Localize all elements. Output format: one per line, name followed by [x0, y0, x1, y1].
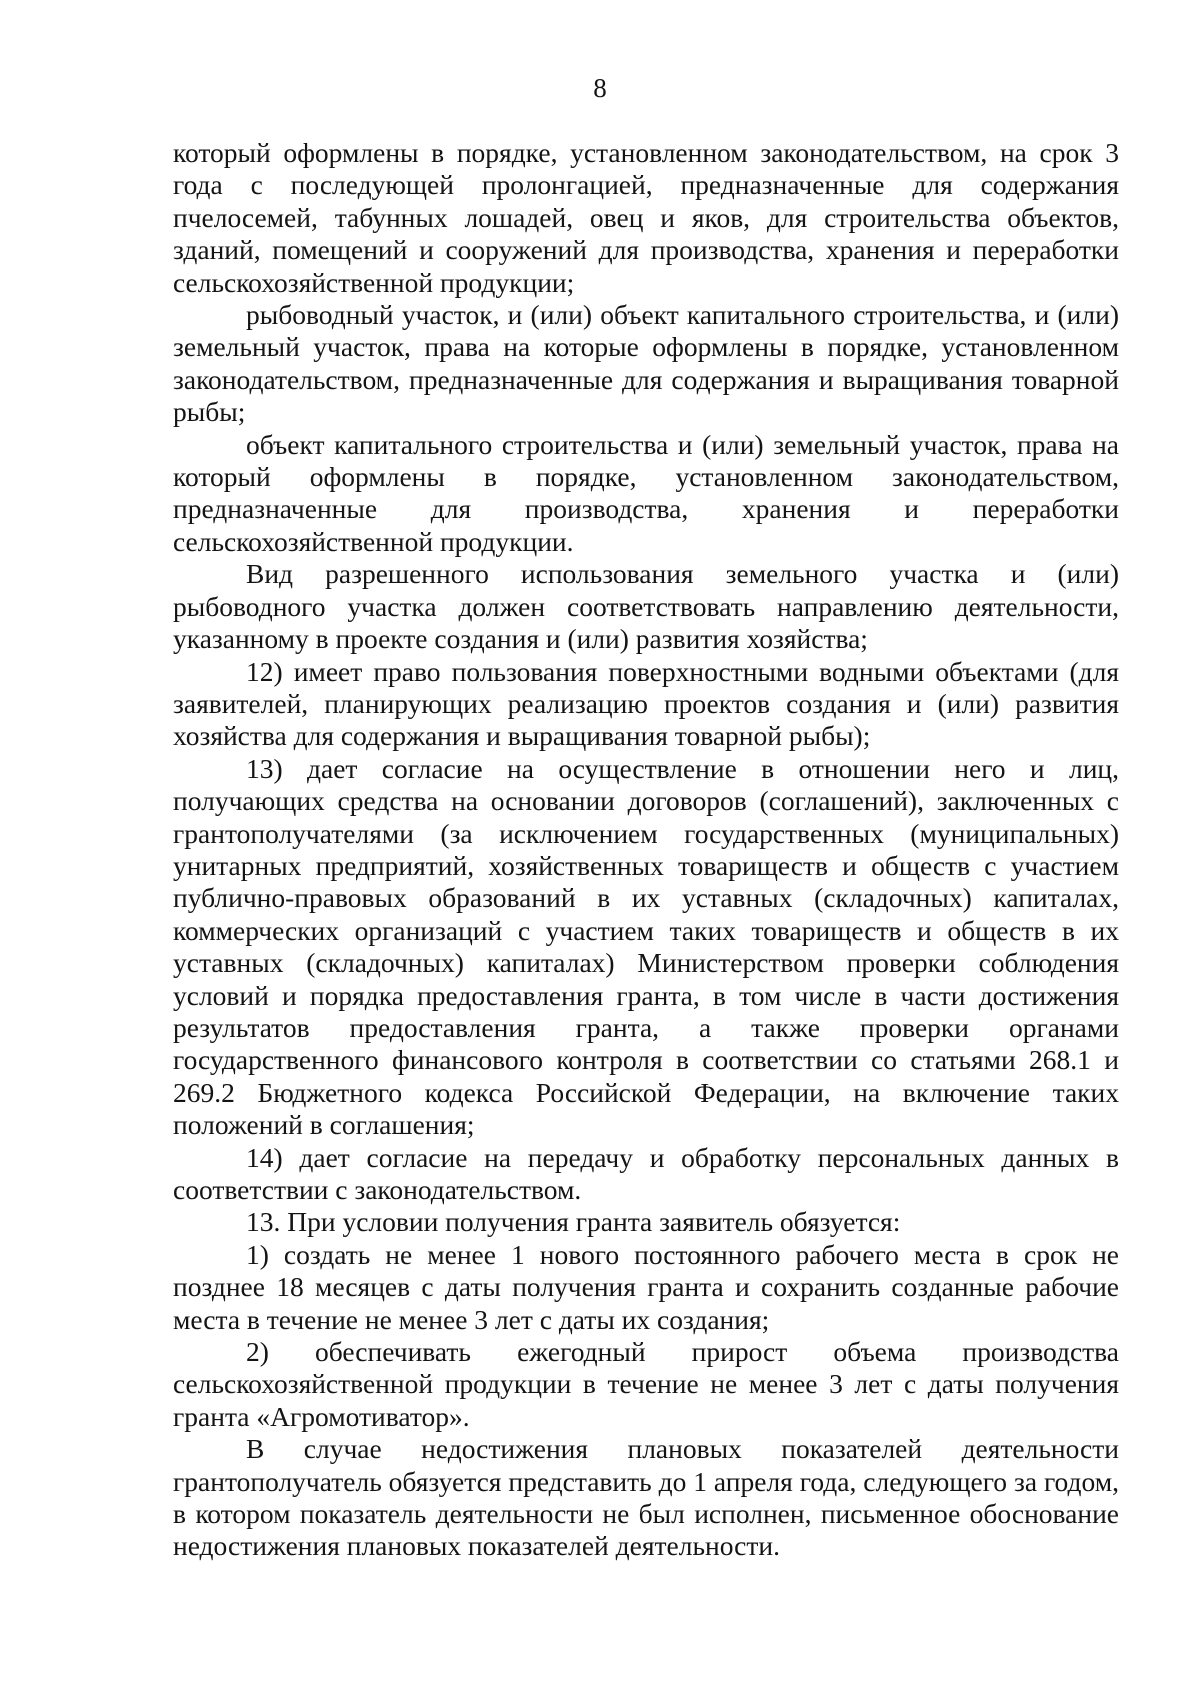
paragraph-continuation: который оформлены в порядке, установленном законодательством, на срок 3 года с последующей пролонгацией, предназначенные для содержания пчелосемей, табунных лошадей, овец и яков, для строительства объектов, зданий, помещений и сооружений для производства, хранения и переработки сельскохозяйственной продукции; — [173, 137, 1119, 298]
document-body — [173, 137, 1119, 1563]
paragraph-capital-object: объект капитального строительства и (или) земельный участок, права на который оформлены в порядке, установленном законодательством, предназначенные для производства, хранения и переработки сельскохозяйственной продукции. — [173, 428, 1119, 557]
paragraph-non-achievement: В случае недостижения плановых показателей деятельности грантополучатель обязуется представить до 1 апреля года, следующего за годом, в котором показатель деятельности не был исполнен, письменное обоснование недостижения плановых показателей деятельности. — [173, 1433, 1119, 1562]
page-number: 8 — [593, 73, 607, 103]
paragraph-obligation-1: 1) создать не менее 1 нового постоянного рабочего места в срок не позднее 18 месяцев с даты получения гранта и сохранить созданные рабочие места в течение не менее 3 лет с даты их создания; — [173, 1238, 1119, 1335]
paragraph-item-12: 12) имеет право пользования поверхностными водными объектами (для заявителей, планирующих реализацию проектов создания и (или) развития хозяйства для содержания и выращивания товарной рыбы); — [173, 655, 1119, 752]
paragraph-obligation-2: 2) обеспечивать ежегодный прирост объема производства сельскохозяйственной продукции в течение не менее 3 лет с даты получения гранта «Агромотиватор». — [173, 1336, 1119, 1432]
paragraph-fish-plot: рыбоводный участок, и (или) объект капитального строительства, и (или) земельный участок, права на которые оформлены в порядке, установленном законодательством, предназначенные для содержания и выращивания товарной рыбы; — [173, 299, 1119, 428]
paragraph-item-14: 14) дает согласие на передачу и обработку персональных данных в соответствии с законодательством. — [173, 1141, 1119, 1205]
paragraph-section-13: 13. При условии получения гранта заявитель обязуется: — [246, 1206, 901, 1238]
paragraph-item-13: 13) дает согласие на осуществление в отношении него и лиц, получающих средства на основании договоров (соглашений), заключенных с грантополучателями (за исключением государственных (муниципальных) унитарных предприятий, хозяйственных товариществ и обществ с участием публично-правовых образований в их уставных (складочных) капиталах, коммерческих организаций с участием таких товариществ и обществ в их уставных (складочных) капиталах) Министерством проверки соблюдения условий и порядка предоставления гранта, в том числе в части достижения результатов предоставления гранта, а также проверки органами государственного финансового контроля в соответствии со статьями 268.1 и 269.2 Бюджетного кодекса Российской Федерации, на включение таких положений в соглашения; — [173, 752, 1119, 1141]
paragraph-permitted-use: Вид разрешенного использования земельного участка и (или) рыбоводного участка должен соответствовать направлению деятельности, указанному в проекте создания и (или) развития хозяйства; — [173, 558, 1119, 655]
